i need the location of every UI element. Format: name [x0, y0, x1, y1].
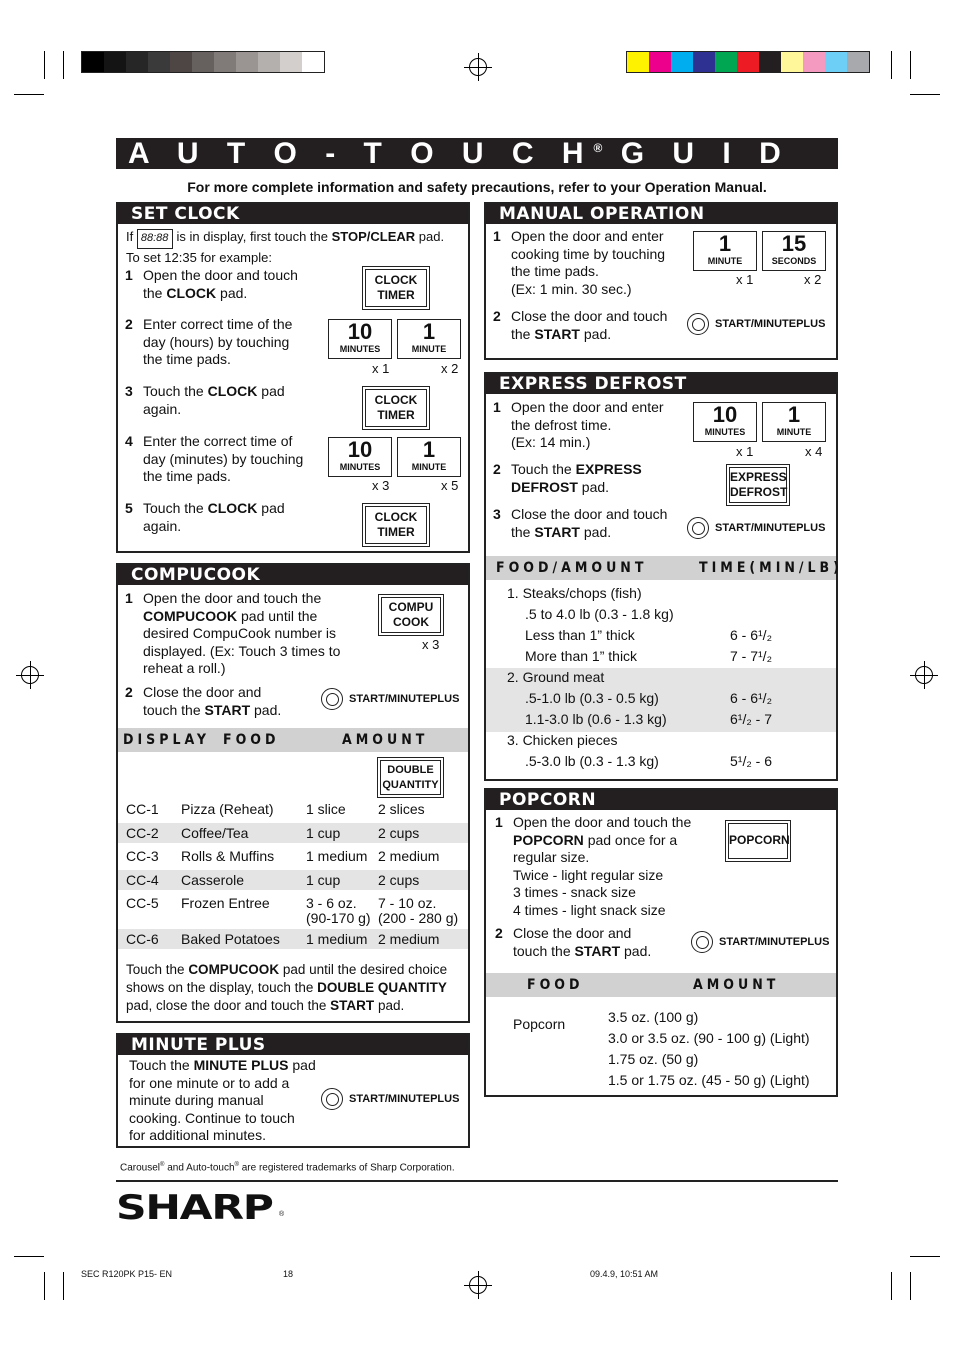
pad-label: TIMER — [377, 288, 415, 302]
calibration-swatch — [82, 52, 104, 72]
popcorn-amount: 1.75 oz. (50 g) — [608, 1051, 699, 1067]
defrost-step-2 — [493, 461, 642, 496]
start-button-icon — [687, 517, 709, 539]
pad-unit: SECONDS — [771, 256, 817, 266]
start-button-icon — [321, 1088, 343, 1110]
pad-number: 1 — [787, 402, 801, 427]
clock-timer-pad[interactable] — [365, 506, 427, 544]
footer-page: 18 — [283, 1269, 294, 1279]
defrost-food-cell: .5-3.0 lb (0.3 - 1.3 kg) — [525, 753, 659, 769]
title-reg-mark: ® — [593, 141, 603, 155]
cc-double-amount-cell: 2 medium — [378, 848, 440, 864]
compucook-step-1 — [125, 590, 341, 678]
step-text: pad. — [624, 942, 652, 959]
step-text: 3 times - snack size — [513, 884, 636, 900]
step-text: day (minutes) by touching — [143, 450, 304, 467]
start-minuteplus-button[interactable] — [687, 313, 825, 335]
pad-label: CLOCK — [374, 273, 418, 287]
step-text: pad — [292, 1057, 316, 1073]
step-text: Open the door and touch the — [143, 590, 322, 606]
step-number: 2 — [495, 925, 503, 941]
step-bold: POPCORN — [513, 831, 584, 848]
start-label: START/MINUTEPLUS — [715, 522, 826, 534]
start-label: START/MINUTEPLUS — [715, 318, 826, 330]
compucook-note — [126, 961, 466, 1015]
defrost-food-cell: More than 1” thick — [525, 648, 638, 664]
gray-calibration-bar — [81, 51, 325, 73]
trademark-text: and Auto-touch — [164, 1162, 235, 1174]
express-defrost-pad[interactable] — [729, 467, 787, 503]
defrost-food-cell: .5-1.0 lb (0.3 - 0.5 kg) — [525, 690, 659, 706]
calibration-swatch — [737, 52, 759, 72]
calibration-swatch — [148, 52, 170, 72]
pad-label: TIMER — [377, 525, 415, 539]
step-number: 3 — [125, 383, 133, 399]
calibration-swatch — [693, 52, 715, 72]
step-text: Touch the — [511, 461, 572, 477]
pad-number: 15 — [781, 231, 807, 256]
multiplier: x 1 — [372, 361, 390, 376]
manual-step-2 — [493, 308, 668, 343]
1-minute-pad[interactable] — [762, 402, 826, 442]
reg-mark: ® — [160, 1162, 165, 1168]
trademark-text: Carousel — [120, 1162, 161, 1174]
pad-unit: MINUTES — [339, 462, 381, 472]
step-text: minute during manual — [129, 1092, 264, 1108]
step-bold: CLOCK — [207, 383, 258, 399]
step-text: pad — [261, 383, 285, 399]
defrost-food-cell: Less than 1” thick — [525, 627, 635, 643]
intro-text-b: is in display, first touch the — [176, 229, 328, 244]
cc-amount-cell: 3 - 6 oz. — [306, 895, 357, 911]
crop-mark — [14, 94, 44, 95]
cc-double-amount-cell: 7 - 10 oz. — [378, 895, 437, 911]
crop-mark — [44, 1272, 45, 1300]
step-text: Touch the — [143, 500, 204, 516]
multiplier: x 1 — [736, 444, 754, 459]
pad-unit: MINUTE — [707, 256, 743, 266]
calibration-swatch — [170, 52, 192, 72]
set-clock-step-2 — [125, 316, 293, 369]
start-minuteplus-button[interactable] — [321, 1088, 459, 1110]
step-number: 2 — [125, 316, 133, 332]
start-label: START/MINUTEPLUS — [719, 936, 830, 948]
calibration-swatch — [126, 52, 148, 72]
crop-mark — [14, 1256, 44, 1257]
10-minutes-pad[interactable] — [328, 319, 392, 359]
step-text: Close the door and touch — [511, 308, 668, 324]
note-text: Touch the — [126, 962, 185, 977]
start-minuteplus-button[interactable] — [691, 931, 829, 953]
column-header-time: TIME(MIN/LB) — [699, 560, 843, 576]
step-number: 2 — [125, 684, 133, 700]
cc-food-cell: Baked Potatoes — [181, 931, 280, 947]
note-text: pad until the desired choice — [282, 962, 448, 977]
pad-unit: MINUTES — [339, 344, 381, 354]
column-header-food: FOOD — [527, 977, 584, 993]
cc-code-cell: CC-3 — [126, 848, 159, 864]
crop-mark — [910, 51, 911, 79]
intro-text-d: To set 12:35 for example: — [126, 249, 272, 265]
calibration-swatch — [847, 52, 869, 72]
step-text: for one minute or to add a — [129, 1074, 290, 1091]
display-icon: 88:88 — [137, 229, 173, 249]
step-bold: DEFROST — [511, 478, 578, 495]
step-text: regular size. — [513, 849, 590, 865]
multiplier: x 2 — [804, 272, 822, 287]
pad-unit: MINUTE — [776, 427, 812, 437]
start-button-icon — [687, 313, 709, 335]
defrost-food-cell: 1.1-3.0 lb (0.6 - 1.3 kg) — [525, 711, 667, 727]
cc-food-cell: Pizza (Reheat) — [181, 801, 274, 817]
clock-timer-pad[interactable] — [365, 389, 427, 427]
step-bold: START — [534, 523, 580, 540]
step-number: 1 — [125, 590, 133, 606]
multiplier: x 3 — [372, 478, 390, 493]
crop-mark — [891, 1272, 892, 1300]
popcorn-amounts — [608, 1007, 810, 1091]
step-number: 3 — [493, 506, 501, 522]
calibration-swatch — [627, 52, 649, 72]
defrost-food-cell: .5 to 4.0 lb (0.3 - 1.8 kg) — [525, 606, 674, 622]
column-header-display: DISPLAY — [123, 732, 210, 748]
pad-number: 10 — [347, 437, 373, 462]
cc-double-amount-cell: 2 cups — [378, 825, 420, 841]
defrost-time-cell: 6¹/₂ - 7 — [730, 711, 772, 727]
set-clock-step-1 — [125, 267, 298, 302]
note-bold: COMPUCOOK — [188, 962, 280, 977]
cc-double-amount-cell: 2 medium — [378, 931, 440, 947]
calibration-swatch — [280, 52, 302, 72]
10-minutes-pad[interactable] — [328, 437, 392, 477]
start-label: START/MINUTEPLUS — [349, 693, 460, 705]
step-text: Enter correct time of the — [143, 316, 293, 332]
defrost-time-cell: 6 - 6¹/₂ — [730, 690, 772, 706]
start-button-icon — [321, 688, 343, 710]
reg-mark: ® — [234, 1162, 239, 1168]
1-minute-pad[interactable] — [397, 319, 461, 359]
calibration-swatch — [671, 52, 693, 72]
step-text: the — [143, 284, 163, 301]
set-clock-step-5 — [125, 500, 285, 535]
manual-operation-header: MANUAL OPERATION — [486, 204, 836, 224]
start-minuteplus-button[interactable] — [687, 517, 825, 539]
step-text: the time pads. — [511, 263, 599, 279]
intro-text-c: pad. — [418, 229, 445, 244]
calibration-swatch — [104, 52, 126, 72]
crop-mark — [910, 1272, 911, 1300]
multiplier: x 4 — [805, 444, 823, 459]
title-word1: A U T O - T O U C H — [128, 137, 594, 170]
step-number: 1 — [495, 814, 503, 830]
note-bold: DOUBLE QUANTITY — [317, 980, 447, 995]
cc-code-cell: CC-2 — [126, 825, 159, 841]
step-text: Open the door and enter — [511, 399, 664, 415]
start-label: START/MINUTEPLUS — [349, 1093, 460, 1105]
cc-double-amount-cell: 2 cups — [378, 872, 420, 888]
multiplier: x 3 — [422, 637, 440, 652]
cc-code-cell: CC-5 — [126, 895, 159, 911]
defrost-food-cell: 1. Steaks/chops (fish) — [507, 585, 642, 601]
pad-number: 1 — [422, 437, 436, 462]
cc-amount-cell: 1 medium — [306, 848, 368, 864]
stop-clear-label: STOP/CLEAR — [331, 229, 416, 244]
pad-label: COMPU — [388, 600, 434, 614]
pad-label: CLOCK — [374, 510, 418, 524]
crop-mark — [910, 1256, 940, 1257]
popcorn-pad[interactable] — [728, 823, 788, 859]
step-text: Touch the — [129, 1057, 190, 1073]
note-text: pad. — [377, 998, 405, 1013]
calibration-swatch — [192, 52, 214, 72]
calibration-swatch — [803, 52, 825, 72]
cc-food-cell: Casserole — [181, 872, 245, 888]
pad-unit: MINUTE — [411, 462, 447, 472]
step-text: Close the door and — [143, 684, 262, 700]
defrost-food-cell: 2. Ground meat — [507, 669, 605, 685]
cc-amount-cell: 1 slice — [306, 801, 346, 817]
15-seconds-pad[interactable] — [762, 231, 826, 271]
footer-file: SEC R120PK P15- EN — [81, 1269, 173, 1279]
step-text: pad. — [220, 284, 248, 301]
defrost-time-cell: 5¹/₂ - 6 — [730, 753, 772, 769]
step-text: the time pads. — [143, 351, 231, 367]
popcorn-table-header — [486, 973, 836, 997]
step-text: pad. — [583, 523, 612, 540]
step-number: 2 — [493, 308, 501, 324]
step-text: again. — [143, 517, 182, 534]
calibration-swatch — [759, 52, 781, 72]
crop-mark — [63, 1272, 64, 1300]
pad-label: COOK — [393, 615, 429, 629]
step-number: 1 — [493, 399, 501, 415]
trademark-text: are registered trademarks of Sharp Corporation. — [238, 1162, 455, 1174]
step-number: 5 — [125, 500, 133, 516]
clock-timer-pad[interactable] — [365, 269, 427, 307]
pad-label: QUANTITY — [382, 779, 439, 791]
cc-code-cell: CC-4 — [126, 872, 159, 888]
step-number: 4 — [125, 433, 133, 449]
step-text: Open the door and enter — [511, 228, 664, 244]
step-text: touch the — [513, 942, 571, 959]
multiplier: x 5 — [441, 478, 459, 493]
step-text: reheat a roll.) — [143, 660, 226, 676]
crop-mark — [63, 51, 64, 79]
calibration-swatch — [236, 52, 258, 72]
step-text: pad. — [581, 478, 610, 495]
step-number: 1 — [493, 228, 501, 244]
step-text: day (hours) by touching — [143, 333, 290, 350]
pad-number: 1 — [718, 231, 732, 256]
defrost-table-header — [486, 556, 843, 580]
compucook-pad[interactable] — [381, 597, 441, 633]
popcorn-amount: 1.5 or 1.75 oz. (45 - 50 g) (Light) — [608, 1072, 810, 1088]
step-text: the — [511, 325, 531, 342]
registration-mark-icon — [915, 666, 933, 684]
step-text: the defrost time. — [511, 416, 612, 433]
step-text: pad. — [254, 701, 282, 718]
pad-number: 10 — [347, 319, 373, 344]
step-text: (Ex: 14 min.) — [511, 434, 591, 450]
step-bold: MINUTE PLUS — [193, 1057, 289, 1073]
pad-label: EXPRESS — [730, 470, 787, 484]
calibration-swatch — [781, 52, 803, 72]
manual-step-1 — [493, 228, 666, 298]
cc-amount-cell: 1 cup — [306, 872, 341, 888]
cc-food-cell: Rolls & Muffins — [181, 848, 275, 864]
intro-text-a: If — [126, 229, 134, 244]
cc-food-cell: Frozen Entree — [181, 895, 270, 911]
step-text: again. — [143, 400, 182, 417]
popcorn-header: POPCORN — [486, 790, 836, 810]
popcorn-food: Popcorn — [513, 1016, 566, 1032]
pad-number: 10 — [712, 402, 738, 427]
crop-mark — [891, 51, 892, 79]
step-bold: START — [204, 701, 251, 718]
popcorn-amount: 3.5 oz. (100 g) — [608, 1009, 699, 1025]
calibration-swatch — [258, 52, 280, 72]
calibration-swatch — [649, 52, 671, 72]
minute-plus-text — [129, 1057, 316, 1145]
step-text: pad until the — [241, 607, 318, 624]
popcorn-amount: 3.0 or 3.5 oz. (90 - 100 g) (Light) — [608, 1030, 810, 1046]
footer-date: 09.4.9, 10:51 AM — [590, 1269, 659, 1279]
cc-amount-cell: 1 cup — [306, 825, 341, 841]
double-quantity-pad[interactable] — [380, 760, 441, 795]
step-text: Close the door and — [513, 925, 632, 941]
step-bold: COMPUCOOK — [143, 607, 238, 624]
compucook-header: COMPUCOOK — [118, 565, 468, 585]
set-clock-intro — [126, 228, 444, 266]
step-text: pad. — [583, 325, 612, 342]
crop-mark — [44, 51, 45, 79]
set-clock-header: SET CLOCK — [118, 204, 468, 224]
step-text: Open the door and touch — [143, 267, 298, 283]
defrost-step-3 — [493, 506, 668, 541]
calibration-swatch — [214, 52, 236, 72]
cc-code-cell: CC-6 — [126, 931, 159, 947]
popcorn-step-1 — [495, 814, 692, 919]
pad-label: POPCORN — [729, 833, 790, 847]
step-bold: START — [534, 325, 580, 342]
calibration-swatch — [302, 52, 324, 72]
registration-mark-icon — [21, 666, 39, 684]
cc-code-cell: CC-1 — [126, 801, 159, 817]
step-text: cooking time by touching — [511, 245, 666, 262]
minute-plus-header: MINUTE PLUS — [118, 1035, 468, 1055]
1-minute-pad[interactable] — [397, 437, 461, 477]
calibration-swatch — [825, 52, 847, 72]
cc-double-amount-cell: 2 slices — [378, 801, 425, 817]
pad-number: 1 — [422, 319, 436, 344]
trademark-note — [120, 1162, 455, 1173]
step-text: Close the door and touch — [511, 506, 668, 522]
defrost-time-cell: 7 - 7¹/₂ — [730, 648, 772, 664]
step-text: cooking. Continue to touch — [129, 1109, 295, 1126]
step-text: pad — [261, 500, 285, 516]
cc-amount-metric-cell: (90-170 g) — [306, 910, 371, 926]
compucook-table-header — [118, 728, 468, 752]
multiplier: x 1 — [736, 272, 754, 287]
step-text: Twice - light regular size — [513, 866, 664, 883]
pad-unit: MINUTE — [411, 344, 447, 354]
step-bold: START — [574, 942, 621, 959]
cc-amount-metric-cell: (200 - 280 g) — [378, 910, 459, 926]
10-minutes-pad[interactable] — [693, 402, 757, 442]
registration-mark-icon — [469, 1276, 487, 1294]
start-button-icon — [691, 931, 713, 953]
pad-label: TIMER — [377, 408, 415, 422]
step-text: pad once for a — [587, 831, 678, 848]
step-number: 1 — [125, 267, 133, 283]
express-defrost-header: EXPRESS DEFROST — [486, 374, 836, 394]
1-minute-pad[interactable] — [693, 231, 757, 271]
set-clock-step-4 — [125, 433, 304, 486]
column-header-food: FOOD/AMOUNT — [496, 560, 648, 576]
column-header-amount: AMOUNT — [342, 732, 429, 748]
step-text: Open the door and touch the — [513, 814, 692, 830]
registration-mark-icon — [469, 58, 487, 76]
step-text: 4 times - light snack size — [513, 901, 666, 918]
step-text: the — [511, 523, 531, 540]
cc-amount-cell: 1 medium — [306, 931, 368, 947]
column-header-amount: AMOUNT — [693, 977, 780, 993]
pad-label: DOUBLE — [387, 764, 434, 776]
color-calibration-bar — [626, 51, 870, 73]
step-text: for additional minutes. — [129, 1127, 266, 1143]
crop-mark — [910, 94, 940, 95]
step-text: desired CompuCook number is — [143, 625, 336, 641]
step-bold: CLOCK — [207, 500, 258, 516]
step-bold: EXPRESS — [575, 461, 642, 477]
note-text: shows on the display, touch the — [126, 980, 314, 995]
multiplier: x 2 — [441, 361, 459, 376]
defrost-step-1 — [493, 399, 664, 452]
sharp-logo: SHARP — [116, 1188, 273, 1228]
column-header-food: FOOD — [223, 732, 280, 748]
cc-food-cell: Coffee/Tea — [181, 825, 249, 841]
calibration-swatch — [715, 52, 737, 72]
step-text: the time pads. — [143, 468, 231, 484]
step-text: (Ex: 1 min. 30 sec.) — [511, 280, 632, 297]
defrost-food-cell: 3. Chicken pieces — [507, 732, 618, 748]
pad-unit: MINUTES — [704, 427, 746, 437]
step-number: 2 — [493, 461, 501, 477]
defrost-time-cell: 6 - 6¹/₂ — [730, 627, 772, 643]
compucook-step-2 — [125, 684, 282, 719]
title-word2: G U I D E — [128, 137, 791, 201]
set-clock-step-3 — [125, 383, 285, 418]
step-text: Enter the correct time of — [143, 433, 293, 449]
intro-text: For more complete information and safety precautions, refer to your Operation Manual. — [187, 179, 767, 195]
logo-reg-mark: ® — [279, 1211, 285, 1218]
pad-label: CLOCK — [374, 393, 418, 407]
step-text: touch the — [143, 701, 201, 718]
popcorn-step-2 — [495, 925, 652, 960]
note-text: pad, close the door and touch the — [126, 998, 327, 1013]
start-minuteplus-button[interactable] — [321, 688, 459, 710]
step-bold: CLOCK — [166, 284, 217, 301]
note-bold: START — [330, 998, 375, 1013]
pad-label: DEFROST — [730, 485, 788, 499]
step-text: displayed. (Ex: Touch 3 times to — [143, 642, 341, 659]
divider — [116, 1180, 838, 1182]
step-text: Touch the — [143, 383, 204, 399]
